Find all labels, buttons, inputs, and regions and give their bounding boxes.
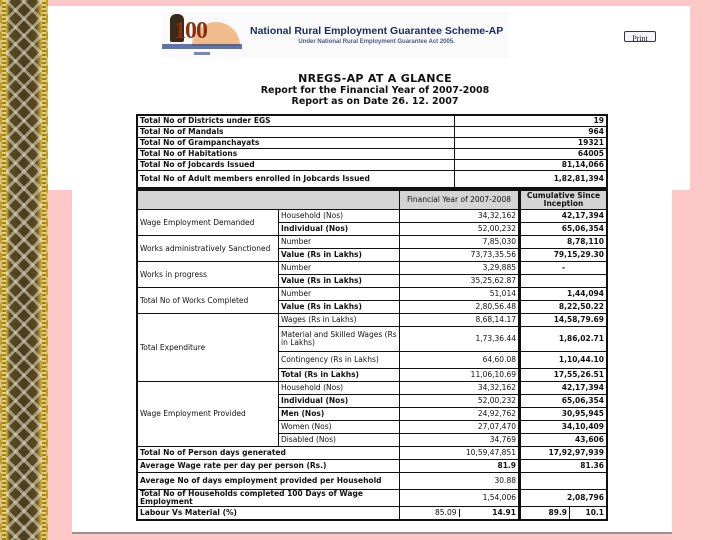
table-row: Average No of days employment provided per Household 30.88 [137, 473, 607, 490]
report-date-line: Report as on Date 26. 12. 2007 [291, 96, 459, 107]
page-title: NREGS-AP AT A GLANCE [298, 72, 452, 85]
table-row: Total No of Mandals 964 [137, 127, 607, 138]
table-row: Total No of Works Completed Number 51,014 1,44,094 [137, 288, 607, 301]
table-row: Total No of Districts under EGS 19 [137, 115, 607, 127]
table-row: Total No of Households completed 100 Days of Wage Employment 1,54,006 2,08,796 [137, 490, 607, 507]
table-row: Value (Rs in Lakhs) 35,25,62.87 [137, 275, 607, 288]
labour-percent-cum: 89.9 [520, 507, 570, 521]
table-row: Total (Rs in Lakhs) 11,06,10.69 17,55,26.51 [137, 369, 607, 382]
table-row: Value (Rs in Lakhs) 73,73,35.56 79,15,29.30 [137, 249, 607, 262]
statistics-table [136, 189, 608, 521]
nregs-logo-icon: 100 [162, 12, 242, 58]
financial-year-line: Report for the Financial Year of 2007-2008 [260, 85, 490, 96]
material-percent-fy: 14.91 [492, 508, 516, 517]
table-row: Women (Nos) 27,07,470 34,10,409 [137, 421, 607, 434]
table-row: Wage Employment Provided Household (Nos) 34,32,162 42,17,394 [137, 382, 607, 395]
material-percent-cum: 10.1 [570, 507, 608, 521]
scheme-title: National Rural Employment Guarantee Scheme-AP [250, 25, 504, 37]
table-row: Total No of Adult members enrolled in Jobcards Issued 1,82,81,394 [137, 171, 607, 189]
table-row: Total No of Person days generated 10,59,47,851 17,92,97,939 [137, 447, 607, 460]
table-row: Men (Nos) 24,92,762 30,95,945 [137, 408, 607, 421]
decorative-border [0, 0, 48, 540]
header-banner [162, 12, 508, 58]
table-row: Average Wage rate per day per person (Rs.) 81.9 81.36 [137, 460, 607, 473]
table-row: Works administratively Sanctioned Number 7,85,030 8,78,110 [137, 236, 607, 249]
table-row: Individual (Nos) 52,00,232 65,06,354 [137, 223, 607, 236]
summary-table [136, 114, 608, 189]
scheme-subtitle: Under National Rural Employment Guarantee Act 2005. [298, 39, 455, 45]
table-row: Total No of Jobcards Issued 81,14,066 [137, 160, 607, 171]
column-header-cumulative: Cumulative Since Inception [520, 190, 608, 210]
table-header-row [137, 190, 607, 210]
column-header-financial-year: Financial Year of 2007-2008 [400, 190, 520, 210]
table-row: Total No of Grampanchayats 19321 [137, 138, 607, 149]
table-row: Disabled (Nos) 34,769 43,606 [137, 434, 607, 447]
table-row: Value (Rs in Lakhs) 2,80,56.48 8,22,50.22 [137, 301, 607, 314]
table-row: Works in progress Number 3,29,885 - [137, 262, 607, 275]
print-button[interactable]: Print [624, 31, 656, 42]
background-margin [48, 190, 72, 534]
table-row: Material and Skilled Wages (Rs in Lakhs) 1,73,36.44 1,86,02.71 [137, 327, 607, 352]
table-row: Wage Employment Demanded Household (Nos) 34,32,162 42,17,394 [137, 210, 607, 223]
table-row: Total No of Habitations 64005 [137, 149, 607, 160]
labour-percent-fy: 85.09 [400, 509, 460, 517]
table-row: Total Expenditure Wages (Rs in Lakhs) 8,68,14.17 14,58,79.69 [137, 314, 607, 327]
report-titles [240, 72, 510, 107]
table-row: Contingency (Rs in Lakhs) 64,60.08 1,10,44.10 [137, 352, 607, 369]
table-row: Labour Vs Material (%) 85.09 14.91 89.9 10.1 [137, 507, 607, 521]
table-row: Individual (Nos) 52,00,232 65,06,354 [137, 395, 607, 408]
